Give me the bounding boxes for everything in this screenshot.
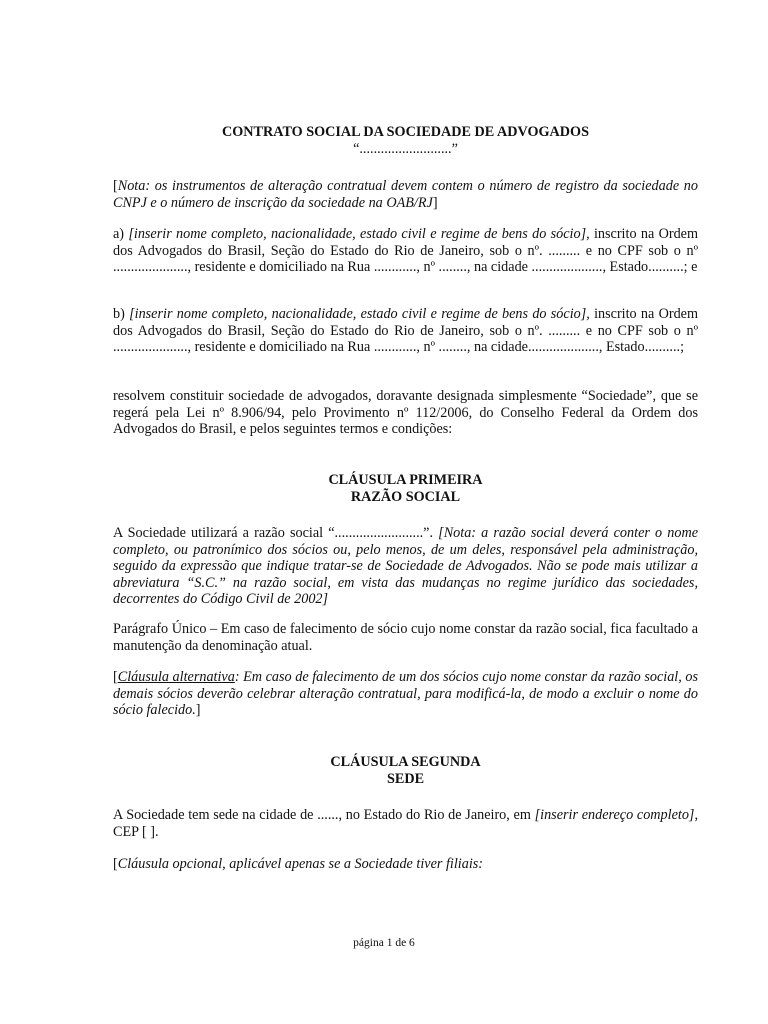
partner-a-paragraph bbox=[113, 226, 698, 276]
clause2-optional-text: Cláusula opcional, aplicável apenas se a Sociedade tiver filiais: bbox=[117, 856, 484, 872]
partner-b-paragraph bbox=[113, 306, 698, 356]
clause1-paragraph bbox=[113, 525, 698, 608]
partner-b-text: inscrito na Ordem dos Advogados do Brasil, Seção do Estado do Rio de Janeiro, sob o nº. ......... e no CPF sob o nº ....................., residente e domiciliado na Rua ............, nº ........, na cidade...................., Estado..........; bbox=[113, 306, 699, 356]
clause1-alt-label: Cláusula alternativa bbox=[117, 669, 235, 685]
intro-note bbox=[113, 178, 698, 211]
partner-a-text: inscrito na Ordem dos Advogados do Brasil, Seção do Estado do Rio de Janeiro, sob o nº. ......... e no CPF sob o nº ....................., residente e domiciliado na Rua ............, nº ........, na cidade ...................., Estado..........; e bbox=[113, 226, 698, 276]
clause1-heading: CLÁUSULA PRIMEIRA bbox=[328, 472, 483, 488]
document-subtitle: “..........................” bbox=[353, 141, 458, 157]
partner-b-label: b) bbox=[113, 306, 130, 322]
partner-a-placeholder: [inserir nome completo, nacionalidade, estado civil e regime de bens do sócio], bbox=[128, 226, 590, 242]
clause2-subheading: SEDE bbox=[386, 771, 425, 787]
intro-note-text: Nota: os instrumentos de alteração contratual devem contem o número de registro da sociedade no CNPJ e o número de inscrição da sociedade na OAB/RJ bbox=[113, 178, 698, 211]
resolve-paragraph: resolvem constituir sociedade de advogados, doravante designada simplesmente “Sociedade”, que se regerá pela Lei nº 8.906/94, pelo Provimento nº 112/2006, do Conselho Federal da Ordem dos Advogados do Brasil, e pelos seguintes termos e condições: bbox=[113, 388, 698, 438]
clause2-paragraph bbox=[113, 807, 698, 840]
clause2-text-end: , CEP [ ]. bbox=[113, 807, 698, 840]
clause2-address-placeholder: [inserir endereço completo] bbox=[534, 807, 695, 823]
partner-a-label: a) bbox=[113, 226, 129, 242]
clause1-alternative bbox=[113, 669, 698, 719]
clause1-alt-close: ] bbox=[195, 702, 201, 719]
clause2-text-start: A Sociedade tem sede na cidade de ......, no Estado do Rio de Janeiro, em bbox=[113, 807, 535, 823]
partner-b-placeholder: [inserir nome completo, nacionalidade, estado civil e regime de bens do sócio], bbox=[129, 306, 590, 322]
clause1-note: [Nota: a razão social deverá conter o nome completo, ou patronímico dos sócios ou, pelo menos, de um deles, responsável pela administração, seguido da expressão que indique tratar-se de Sociedade de Advogados. Não se pode mais utilizar a abreviatura “S.C.” na razão social, em vista das mudanças no regime jurídico das sociedades, decorrentes do Código Civil de 2002] bbox=[113, 525, 698, 608]
clause1-subheading: RAZÃO SOCIAL bbox=[350, 489, 461, 505]
document-title: CONTRATO SOCIAL DA SOCIEDADE DE ADVOGADOS bbox=[222, 124, 589, 140]
clause1-alt-open: [ bbox=[113, 669, 118, 685]
clause2-heading: CLÁUSULA SEGUNDA bbox=[330, 754, 481, 770]
clause1-text: A Sociedade utilizará a razão social “.........................”. bbox=[113, 525, 439, 541]
intro-note-close: ] bbox=[432, 194, 438, 211]
clause2-optional bbox=[113, 856, 698, 873]
page-footer: página 1 de 6 bbox=[353, 937, 415, 949]
intro-note-open: [ bbox=[113, 178, 118, 194]
clause1-alt-text: : Em caso de falecimento de um dos sócios cujo nome constar da razão social, os demais sócios deverão celebrar alteração contratual, para modificá-la, de modo a excluir o nome do sócio falecido. bbox=[113, 669, 698, 719]
clause2-optional-open: [ bbox=[113, 856, 118, 872]
clause1-paragrafo-unico: Parágrafo Único – Em caso de falecimento de sócio cujo nome constar da razão social, fica facultado a manutenção da denominação atual. bbox=[113, 621, 698, 654]
